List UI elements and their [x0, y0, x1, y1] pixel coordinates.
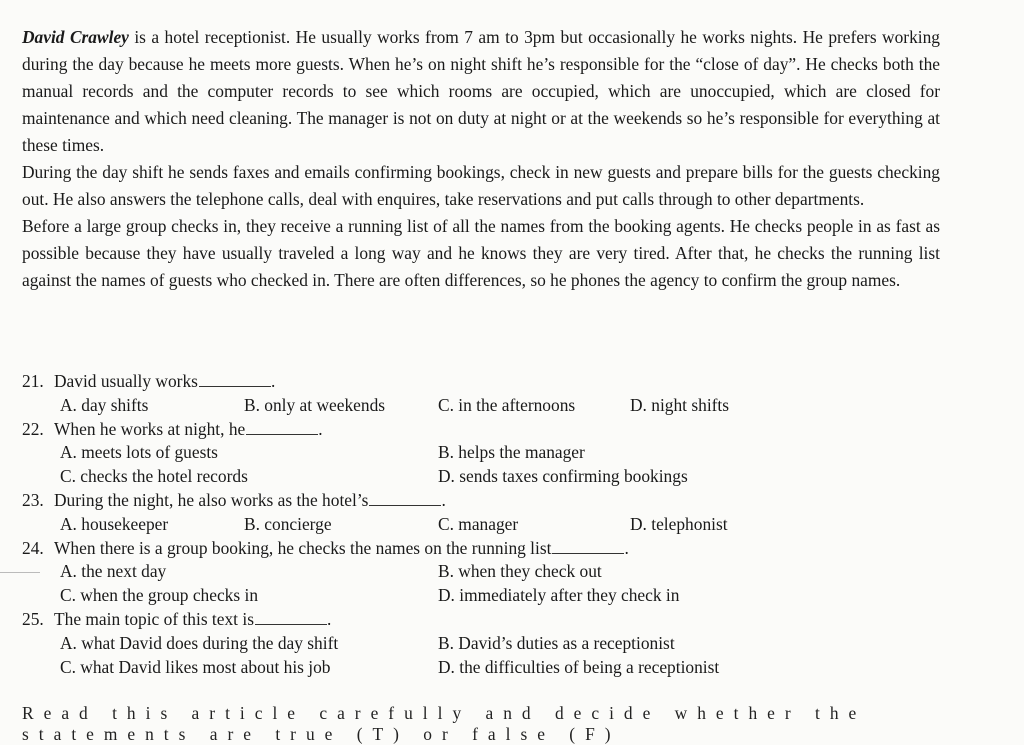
- option-a[interactable]: A. the next day: [60, 561, 167, 582]
- option-b[interactable]: B. only at weekends: [244, 394, 386, 415]
- answer-blank[interactable]: [255, 609, 327, 625]
- options-23: [22, 513, 1002, 537]
- paragraph-1-text: is a hotel receptionist. He usually works from 7 am to 3pm but occasionally he works nights. He prefers working during the day because he meets more guests. When he’s on night shift he’s responsible for the “close of day”. He checks both the manual records and the computer records to see which rooms are occupied, which are unoccupied, which are closed for maintenance and which need cleaning. The manager is not on duty at night or at the weekends so he’s responsible for everything at these times.: [22, 27, 941, 155]
- option-c[interactable]: C. checks the hotel records: [60, 466, 248, 487]
- options-24-row2: [22, 584, 1002, 608]
- paragraph-1: [22, 24, 940, 159]
- options-22-row2: [22, 465, 1002, 489]
- question-21: 21. David usually works .: [22, 371, 276, 391]
- question-24: 24. When there is a group booking, he checks the names on the running list .: [22, 537, 629, 558]
- paragraph-2: During the day shift he sends faxes and emails confirming bookings, check in new guests and prepare bills for the guests checking out. He also answers the telephone calls, deal with enquires, take reservations and put calls through to other departments.: [22, 162, 940, 209]
- option-b[interactable]: B. David’s duties as a receptionist: [438, 632, 675, 653]
- answer-blank[interactable]: [199, 371, 271, 387]
- person-name: David Crawley: [22, 27, 129, 47]
- answer-blank[interactable]: [369, 490, 441, 506]
- option-d[interactable]: D. immediately after they check in: [438, 585, 680, 606]
- option-b[interactable]: B. when they check out: [438, 561, 602, 582]
- option-d[interactable]: D. telephonist: [630, 513, 728, 534]
- option-d[interactable]: D. the difficulties of being a receptionist: [438, 656, 720, 677]
- answer-blank[interactable]: [552, 538, 624, 554]
- options-21: [22, 394, 1002, 418]
- option-d[interactable]: D. night shifts: [630, 394, 730, 415]
- question-25: 25. The main topic of this text is .: [22, 608, 332, 629]
- option-d[interactable]: D. sends taxes confirming bookings: [438, 466, 688, 487]
- option-b[interactable]: B. helps the manager: [438, 442, 585, 463]
- option-a[interactable]: A. housekeeper: [60, 513, 169, 534]
- option-c[interactable]: C. in the afternoons: [438, 394, 576, 415]
- question-23: 23. During the night, he also works as the hotel’s .: [22, 489, 446, 510]
- options-25-row1: [22, 632, 1002, 656]
- cut-off-instruction: Read this article carefully and decide whether the statements are true (T) or false (F): [22, 703, 867, 744]
- option-c[interactable]: C. when the group checks in: [60, 585, 259, 606]
- options-22-row1: [22, 441, 1002, 465]
- question-22: 22. When he works at night, he .: [22, 418, 323, 439]
- option-a[interactable]: A. meets lots of guests: [60, 442, 218, 463]
- option-a[interactable]: A. day shifts: [60, 394, 149, 415]
- option-b[interactable]: B. concierge: [244, 513, 332, 534]
- paragraph-3: Before a large group checks in, they receive a running list of all the names from the booking agents. He checks people in as fast as possible because they have usually traveled a long way and he knows they are very tired. After that, he checks the running list against the names of guests who checked in. There are often differences, so he phones the agency to confirm the group names.: [22, 216, 940, 290]
- option-c[interactable]: C. manager: [438, 513, 519, 534]
- question-list: [22, 370, 1002, 679]
- option-a[interactable]: A. what David does during the day shift: [60, 632, 339, 653]
- answer-blank[interactable]: [246, 419, 318, 435]
- option-c[interactable]: C. what David likes most about his job: [60, 656, 331, 677]
- reading-passage: [22, 24, 940, 294]
- options-24-row1: [22, 560, 1002, 584]
- options-25-row2: [22, 656, 1002, 680]
